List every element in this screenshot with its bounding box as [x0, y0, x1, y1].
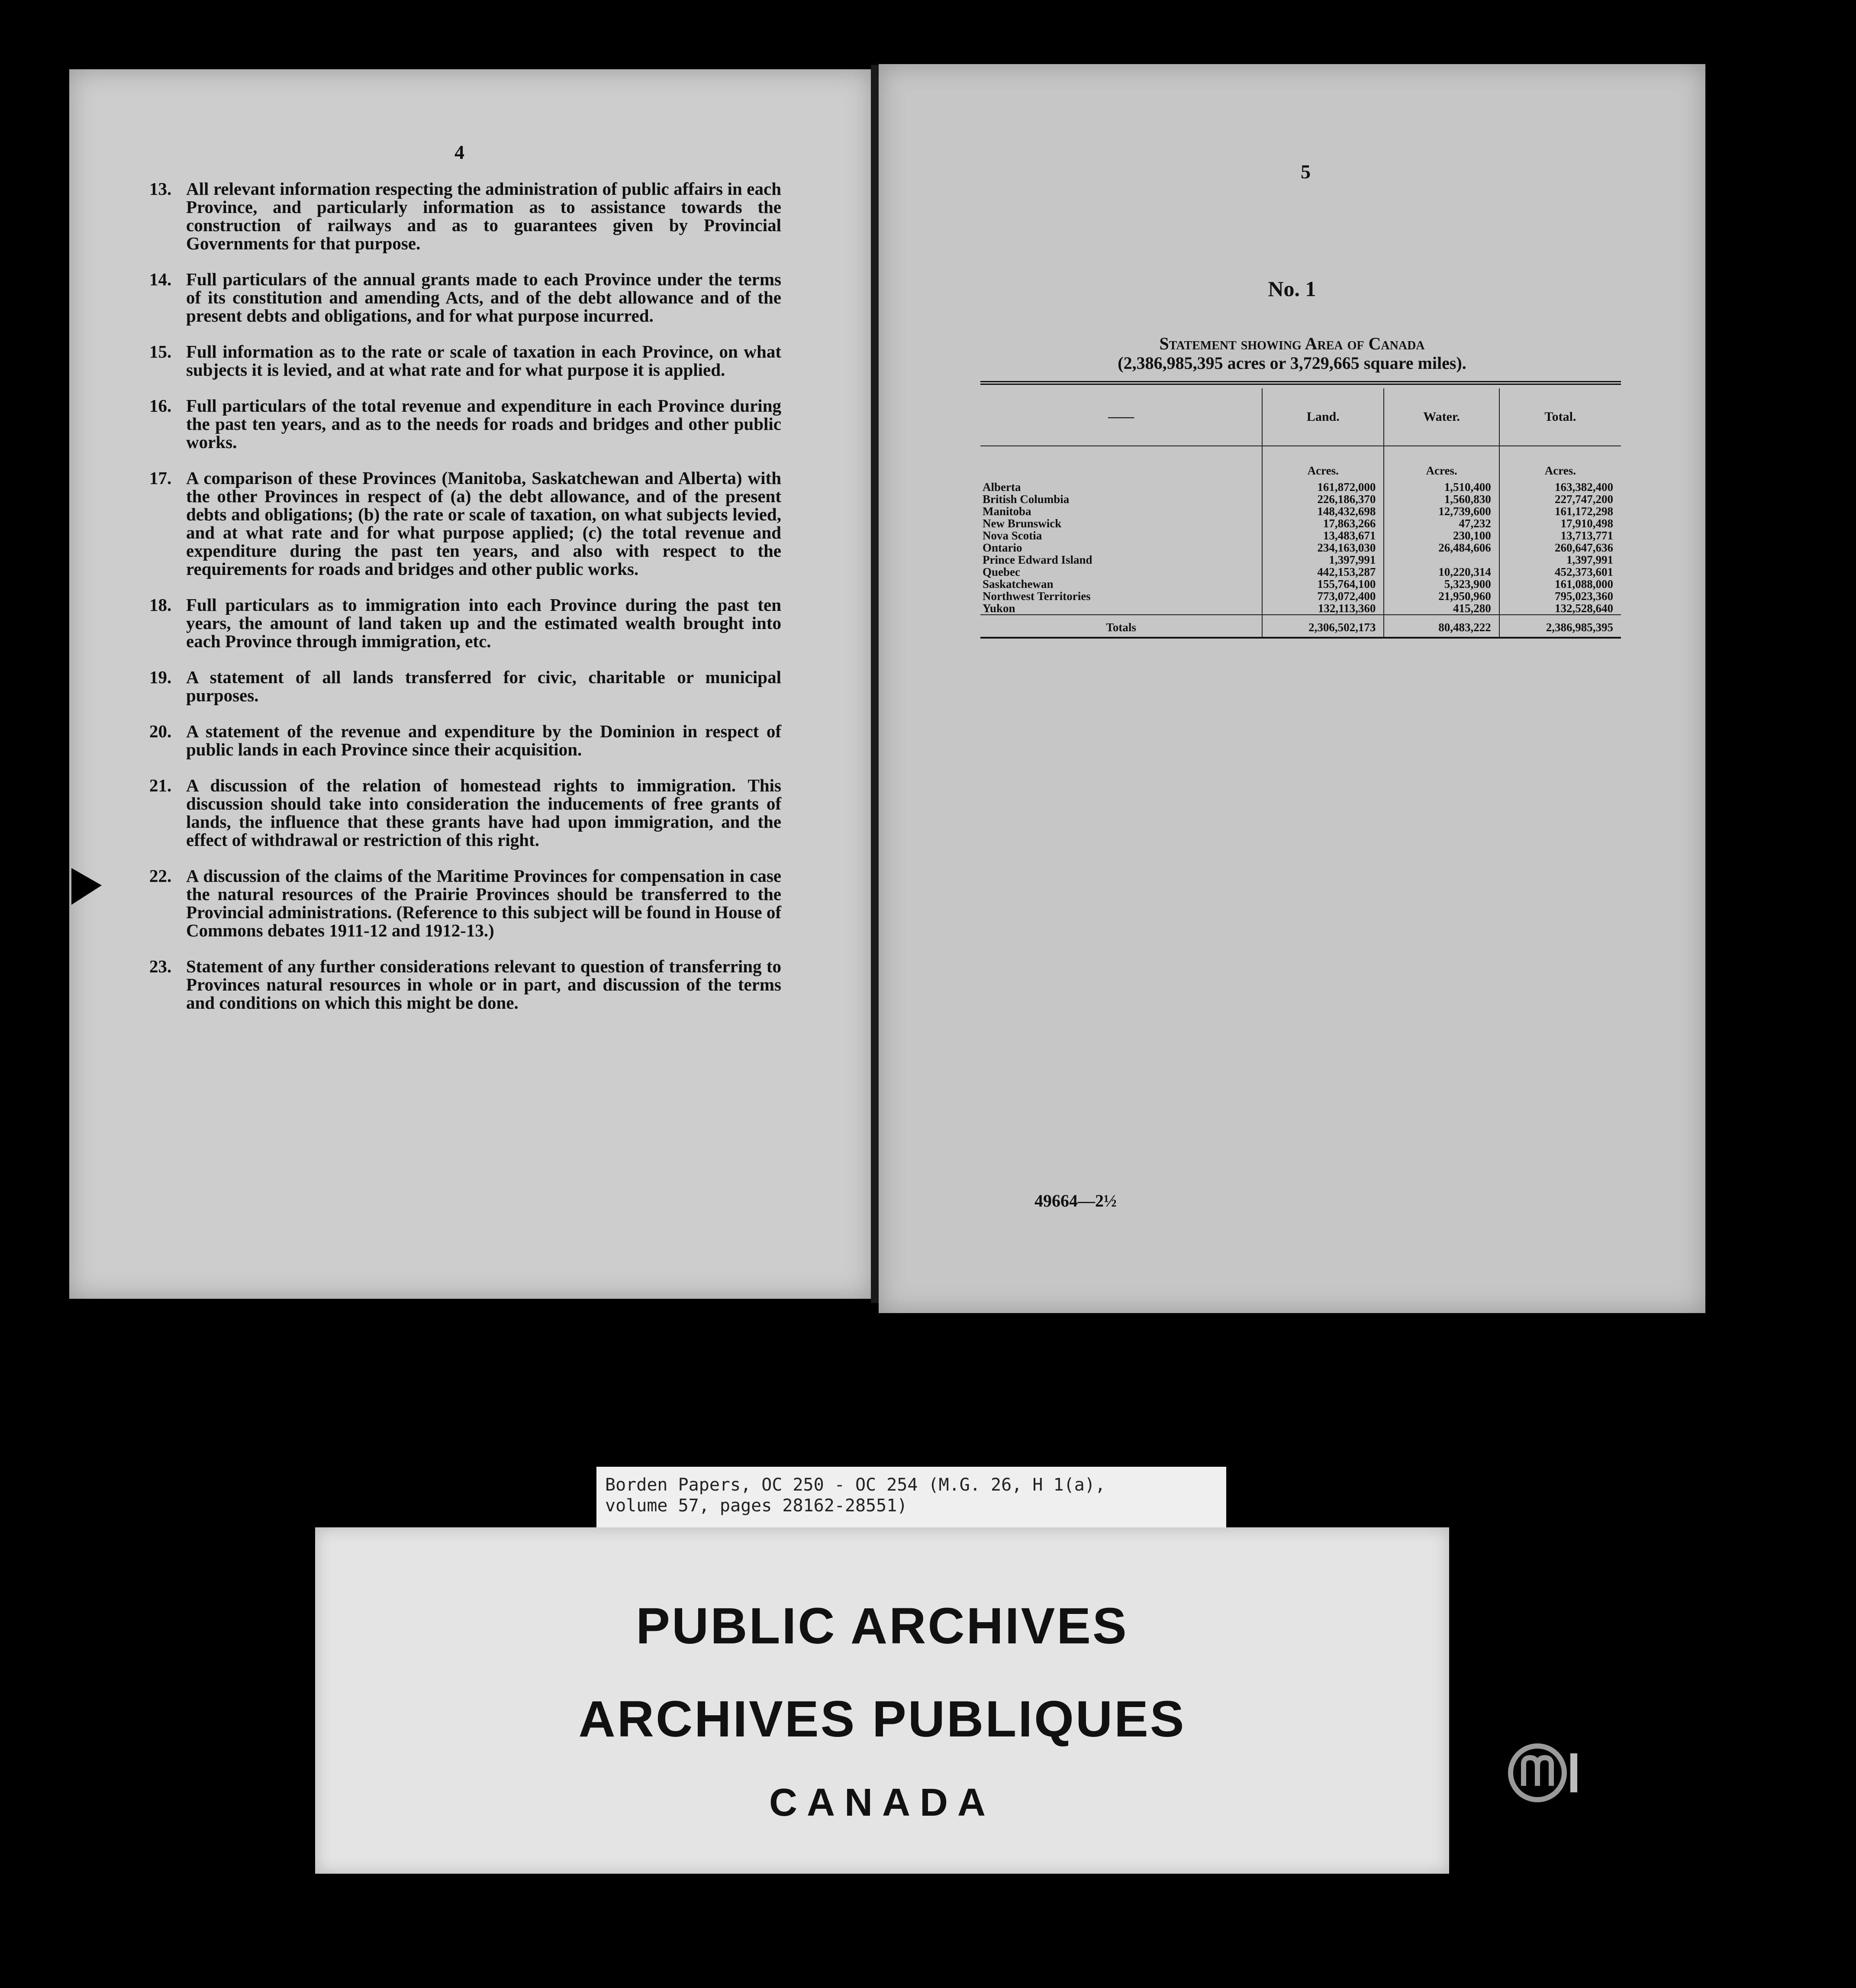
archives-card-line: ARCHIVES PUBLIQUES: [578, 1691, 1186, 1748]
table-number: No. 1: [1268, 277, 1316, 301]
list-item-text: A discussion of the relation of homestead rights to immigration. This discussion should take into consideration the inducements of free grants of lands, the influence that these grants have had upon immigration, and the effect of withdrawal or restriction of this right.: [186, 775, 781, 850]
unit-label: Acres.: [1499, 446, 1621, 481]
land-total-cell: 2,306,502,173: [1262, 615, 1384, 637]
list-item-text: Full particulars of the total revenue and expenditure in each Province during the past ten years, and as to the needs for roads and bridges and other public works.: [186, 396, 781, 452]
list-item: [149, 270, 781, 325]
list-item-text: Statement of any further considerations relevant to question of transferring to Provinces natural resources in whole or in part, and discussion of the terms and conditions on which this might be done.: [186, 956, 781, 1013]
land-cell: 161,872,000: [1262, 481, 1384, 493]
list-item-text: All relevant information respecting the administration of public affairs in each Province, and particularly information as to assistance towards the construction of railways and as to guarantees given by Provincial Governments for that purpose.: [186, 179, 781, 253]
land-cell: 1,397,991: [1262, 554, 1384, 566]
water-cell: 1,560,830: [1384, 493, 1499, 505]
list-item: [149, 342, 781, 379]
unit-stub: [980, 446, 1262, 481]
table-row: [980, 529, 1621, 542]
list-item: [149, 668, 781, 704]
province-cell: Prince Edward Island: [983, 553, 1092, 566]
list-item-number: 17.: [149, 468, 172, 488]
area-table: [980, 381, 1621, 639]
totals-label: Totals: [980, 615, 1262, 637]
total-cell: 17,910,498: [1499, 517, 1621, 529]
list-item-text: A statement of the revenue and expenditure by the Dominion in respect of public lands in each Province since their acquisition.: [186, 721, 781, 759]
list-item: [149, 469, 781, 578]
table-row: [980, 505, 1621, 517]
water-total-cell: 80,483,222: [1384, 615, 1499, 637]
statement-subtitle: (2,386,985,395 acres or 3,729,665 square miles).: [1118, 353, 1466, 373]
list-item: [149, 867, 781, 939]
citation-line: Borden Papers, OC 250 - OC 254 (M.G. 26, H 1(a),: [605, 1475, 1105, 1495]
statement-title: Statement showing Area of Canada: [1159, 334, 1425, 353]
list-item-number: 18.: [149, 595, 172, 615]
list-item-number: 19.: [149, 667, 172, 687]
province-cell: New Brunswick: [983, 517, 1062, 530]
list-item-number: 15.: [149, 342, 172, 361]
water-cell: [1384, 554, 1499, 566]
list-item: [149, 957, 781, 1012]
right-page: [879, 64, 1705, 1313]
total-cell: 161,088,000: [1499, 578, 1621, 590]
list-item-text: Full particulars as to immigration into each Province during the past ten years, the amount of land taken up and the estimated wealth brought into each Province through immigration, etc.: [186, 595, 781, 651]
land-cell: 226,186,370: [1262, 493, 1384, 505]
total-cell: 1,397,991: [1499, 554, 1621, 566]
water-cell: 415,280: [1384, 602, 1499, 615]
totals-row: [980, 615, 1621, 637]
margin-tab-mark: [71, 868, 102, 905]
land-cell: 17,863,266: [1262, 517, 1384, 529]
list-item-text: A statement of all lands transferred for civic, charitable or municipal purposes.: [186, 667, 781, 705]
table-row: [980, 566, 1621, 578]
table-row: [980, 554, 1621, 566]
microfilm-logo-icon: [1506, 1740, 1580, 1805]
land-cell: 13,483,671: [1262, 529, 1384, 542]
table-row: [980, 590, 1621, 602]
land-cell: 155,764,100: [1262, 578, 1384, 590]
province-cell: Nova Scotia: [983, 529, 1042, 542]
total-cell: 227,747,200: [1499, 493, 1621, 505]
total-cell: 13,713,771: [1499, 529, 1621, 542]
province-cell: Northwest Territories: [983, 590, 1091, 603]
province-cell: Ontario: [983, 541, 1022, 554]
list-item-text: Full information as to the rate or scale of taxation in each Province, on what subjects it is levied, and at what rate and for what purpose it is applied.: [186, 342, 781, 380]
table-top-rule: [980, 381, 1621, 385]
total-cell: 132,528,640: [1499, 602, 1621, 615]
table-bottom-rule: [980, 637, 1621, 639]
total-cell: 260,647,636: [1499, 542, 1621, 554]
water-cell: 10,220,314: [1384, 566, 1499, 578]
column-header-total: Total.: [1499, 388, 1621, 446]
water-cell: 26,484,606: [1384, 542, 1499, 554]
sheet-code: 49664—2½: [1034, 1191, 1117, 1210]
province-cell: Quebec: [983, 565, 1020, 578]
water-cell: 21,950,960: [1384, 590, 1499, 602]
province-cell: Manitoba: [983, 505, 1031, 518]
total-cell: 452,373,601: [1499, 566, 1621, 578]
table-row: [980, 493, 1621, 505]
table-row: [980, 517, 1621, 529]
archives-card-line: CANADA: [769, 1781, 995, 1824]
column-header-water: Water.: [1384, 388, 1499, 446]
archives-card-line: PUBLIC ARCHIVES: [636, 1598, 1128, 1655]
total-cell: 161,172,298: [1499, 505, 1621, 517]
table-row: [980, 578, 1621, 590]
table-row: [980, 602, 1621, 615]
list-item-text: A discussion of the claims of the Maritime Provinces for compensation in case the natural resources of the Prairie Provinces should be transferred to the Provincial administrations. (Reference to this subject will be found in House of Commons debates 1911-12 and 1912-13.): [186, 866, 781, 940]
archives-card: [315, 1527, 1449, 1874]
list-item-number: 16.: [149, 396, 172, 416]
list-item-number: 20.: [149, 721, 172, 741]
water-cell: 230,100: [1384, 529, 1499, 542]
province-cell: Alberta: [983, 481, 1021, 494]
list-item-number: 23.: [149, 956, 172, 976]
right-page-number: 5: [1301, 161, 1311, 183]
unit-label: Acres.: [1384, 446, 1499, 481]
list-item-text: Full particulars of the annual grants made to each Province under the terms of its constitution and amending Acts, and of the debt allowance and of the present debts and obligations, and for what purpose incurred.: [186, 269, 781, 326]
list-item: [149, 722, 781, 758]
list-item: [149, 397, 781, 451]
list-item: [149, 180, 781, 252]
total-cell: 795,023,360: [1499, 590, 1621, 602]
table-row: [980, 481, 1621, 493]
water-cell: 1,510,400: [1384, 481, 1499, 493]
total-cell: 163,382,400: [1499, 481, 1621, 493]
list-item: [149, 776, 781, 849]
land-cell: 442,153,287: [1262, 566, 1384, 578]
land-cell: 132,113,360: [1262, 602, 1384, 615]
list-item-number: 13.: [149, 179, 172, 199]
province-cell: British Columbia: [983, 493, 1070, 506]
citation-line: volume 57, pages 28162-28551): [605, 1496, 908, 1516]
column-header-land: Land.: [1262, 388, 1384, 446]
grand-total-cell: 2,386,985,395: [1499, 615, 1621, 637]
list-item-number: 21.: [149, 775, 172, 795]
water-cell: 47,232: [1384, 517, 1499, 529]
province-cell: Saskatchewan: [983, 578, 1054, 591]
unit-label: Acres.: [1262, 446, 1384, 481]
list-item: [149, 596, 781, 650]
water-cell: 12,739,600: [1384, 505, 1499, 517]
land-cell: 148,432,698: [1262, 505, 1384, 517]
list-item-number: 22.: [149, 866, 172, 886]
left-page-number: 4: [454, 141, 464, 163]
requirements-list: [149, 180, 781, 1030]
list-item-text: A comparison of these Provinces (Manitoba, Saskatchewan and Alberta) with the other Provinces in respect of (a) the debt allowance, and of the present debts and obligations; (b) the rate or scale of taxation, on what subjects levied, and at what rate and for what purpose applied; (c) the total revenue and expenditure during the past ten years, and also with respect to the requirements for roads and bridges and other public works.: [186, 468, 781, 579]
water-cell: 5,323,900: [1384, 578, 1499, 590]
province-cell: Yukon: [983, 602, 1015, 615]
table-row: [980, 542, 1621, 554]
list-item-number: 14.: [149, 269, 172, 289]
stub-header: ——: [1108, 410, 1134, 424]
land-cell: 773,072,400: [1262, 590, 1384, 602]
land-cell: 234,163,030: [1262, 542, 1384, 554]
citation-label: [596, 1467, 1226, 1527]
table-body: [980, 446, 1621, 637]
